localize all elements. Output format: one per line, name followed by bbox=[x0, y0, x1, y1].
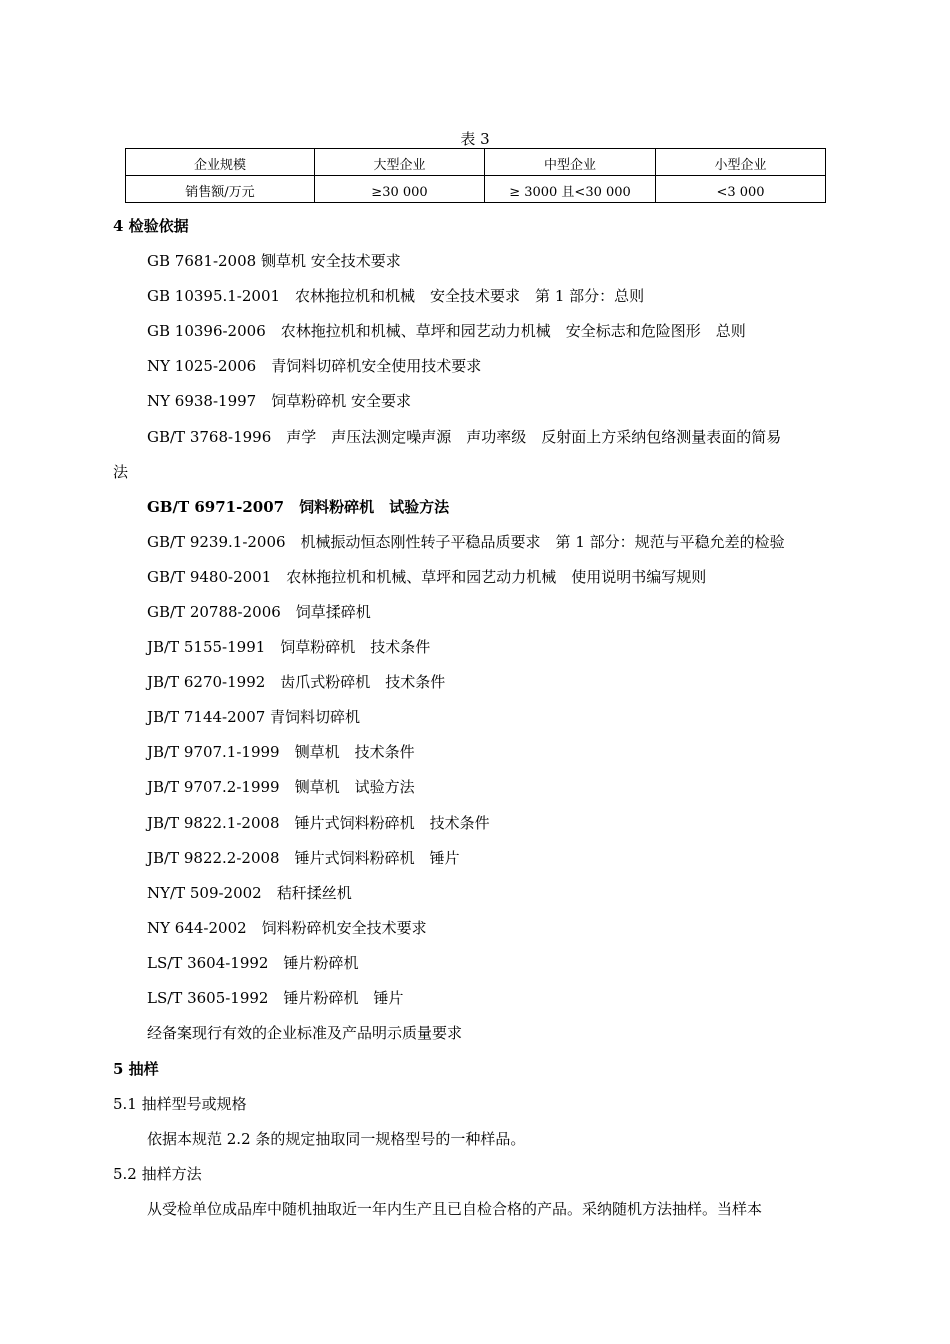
reference-item: NY 644-2002 饲料粉碎机安全技术要求 bbox=[147, 919, 427, 937]
table-header-cell: 小型企业 bbox=[656, 149, 826, 176]
reference-item: JB/T 5155-1991 饲草粉碎机 技术条件 bbox=[147, 638, 431, 656]
table-caption: 表 3 bbox=[460, 130, 490, 148]
section-5-2-text: 从受检单位成品库中随机抽取近一年内生产且已自检合格的产品。采纳随机方法抽样。当样本 bbox=[147, 1200, 763, 1218]
reference-item: JB/T 9822.2-2008 锤片式饲料粉碎机 锤片 bbox=[147, 849, 460, 867]
reference-item: GB/T 9239.1-2006 机械振动恒态刚性转子平稳品质要求 第 1 部分：规范与平稳允差的检验 bbox=[147, 533, 785, 551]
reference-item: JB/T 9822.1-2008 锤片式饲料粉碎机 技术条件 bbox=[147, 814, 490, 832]
reference-item: JB/T 6270-1992 齿爪式粉碎机 技术条件 bbox=[147, 673, 446, 691]
table-cell: 销售额/万元 bbox=[126, 176, 315, 203]
table-header-cell: 企业规模 bbox=[126, 149, 315, 176]
table-header-cell: 中型企业 bbox=[485, 149, 656, 176]
reference-item: NY 1025-2006 青饲料切碎机安全使用技术要求 bbox=[147, 357, 482, 375]
reference-item: LS/T 3604-1992 锤片粉碎机 bbox=[147, 954, 359, 972]
section-5-2-title: 5.2 抽样方法 bbox=[113, 1165, 202, 1183]
reference-item-continuation: 法 bbox=[113, 463, 129, 481]
reference-item: GB 10395.1-2001 农林拖拉机和机械 安全技术要求 第 1 部分：总则 bbox=[147, 287, 645, 305]
reference-item: GB/T 9480-2001 农林拖拉机和机械、草坪和园艺动力机械 使用说明书编写规则 bbox=[147, 568, 707, 586]
reference-item: GB 7681-2008 铡草机 安全技术要求 bbox=[147, 252, 401, 270]
reference-item: NY 6938-1997 饲草粉碎机 安全要求 bbox=[147, 392, 411, 410]
reference-item: GB/T 3768-1996 声学 声压法测定噪声源 声功率级 反射面上方采纳包络测量表面的简易 bbox=[147, 428, 782, 446]
reference-item: GB 10396-2006 农林拖拉机和机械、草坪和园艺动力机械 安全标志和危险图形 总则 bbox=[147, 322, 746, 340]
table-row bbox=[126, 176, 826, 203]
reference-item: 经备案现行有效的企业标准及产品明示质量要求 bbox=[147, 1024, 463, 1042]
reference-item: JB/T 7144-2007 青饲料切碎机 bbox=[147, 708, 361, 726]
enterprise-scale-table bbox=[125, 148, 826, 203]
section-5-heading: 5 抽样 bbox=[113, 1060, 159, 1078]
section-5-1-title: 5.1 抽样型号或规格 bbox=[113, 1095, 247, 1113]
section-4-heading: 4 检验依据 bbox=[113, 217, 189, 235]
reference-item: JB/T 9707.1-1999 铡草机 技术条件 bbox=[147, 743, 415, 761]
table-header-cell: 大型企业 bbox=[315, 149, 485, 176]
reference-item: GB/T 20788-2006 饲草揉碎机 bbox=[147, 603, 371, 621]
reference-item: LS/T 3605-1992 锤片粉碎机 锤片 bbox=[147, 989, 404, 1007]
table-header-row bbox=[126, 149, 826, 176]
table-cell: ≥ 3000 且<30 000 bbox=[485, 176, 656, 203]
reference-item: JB/T 9707.2-1999 铡草机 试验方法 bbox=[147, 778, 415, 796]
reference-item: GB/T 6971-2007 饲料粉碎机 试验方法 bbox=[147, 498, 450, 516]
table-cell: ≥30 000 bbox=[315, 176, 485, 203]
table-cell: <3 000 bbox=[656, 176, 826, 203]
reference-item: NY/T 509-2002 秸秆揉丝机 bbox=[147, 884, 352, 902]
section-5-1-text: 依据本规范 2.2 条的规定抽取同一规格型号的一种样品。 bbox=[147, 1130, 526, 1148]
